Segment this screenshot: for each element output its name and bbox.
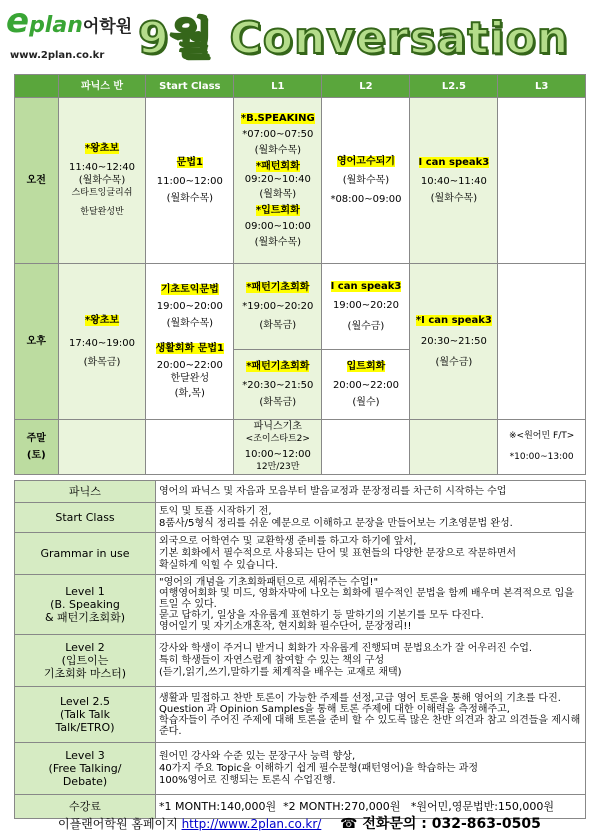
weekend-l25-cell xyxy=(410,420,498,475)
class-time: 19:00~20:00 xyxy=(156,301,223,312)
row-label-pm: 오후 xyxy=(15,264,59,420)
pm-l2-cell-a xyxy=(322,264,410,350)
class-time: *10:00~13:00 xyxy=(509,452,574,462)
desc-text: "영어의 개념을 기초회화패턴으로 세워주는 수업!" 여행영어회화 및 미드, 영화자막에 나오는 회화에 필수적인 문법을 함께 배우며 본격적으로 입을 트일 수 있다. 묻고 답하기, 일상을 자유롭게 표현하기 등 말하기의 기본기를 모두 다진다. 영어일기 및 자기소개혼작, 현지회화 필수단어, 문장정리!! xyxy=(156,575,586,635)
schedule-header-row xyxy=(15,75,586,98)
desc-row-level3 xyxy=(15,743,586,795)
class-name: 기초토익문법 xyxy=(160,284,219,295)
class-days: (월수) xyxy=(352,397,380,408)
class-days: (화목금) xyxy=(83,357,121,368)
class-name: *왕초보 xyxy=(84,143,120,154)
class-time: 20:00~22:00 xyxy=(156,360,223,371)
class-time: *20:30~21:50 xyxy=(242,380,314,391)
class-days: (월화수목) xyxy=(78,175,126,186)
class-note: 한달완성반 xyxy=(80,207,124,217)
am-phonics-cell xyxy=(58,98,146,264)
desc-row-phonics xyxy=(15,481,586,503)
desc-row-level2 xyxy=(15,635,586,687)
class-days: (월화목) xyxy=(259,189,297,200)
pm-l25-cell xyxy=(410,264,498,420)
class-time: 09:20~10:40 xyxy=(244,174,311,185)
homepage-link[interactable]: http://www.2plan.co.kr/ xyxy=(181,817,322,831)
class-name: I can speak3 xyxy=(418,157,490,168)
desc-label: Level 3 (Free Talking/ Debate) xyxy=(15,743,156,795)
class-name: *B.SPEAKING xyxy=(240,113,315,124)
class-days: (월화수목) xyxy=(166,318,214,329)
weekend-l3-cell xyxy=(498,420,586,475)
class-price: 12만/23만 xyxy=(256,462,300,472)
footer xyxy=(0,812,598,834)
pm-phonics-cell xyxy=(58,264,146,420)
weekend-start-cell xyxy=(146,420,234,475)
page-title: 9월 Conversation xyxy=(138,13,570,64)
class-note: 한달완성 xyxy=(170,373,210,384)
class-note: 스타트잉글리쉬 xyxy=(71,188,133,198)
desc-label: Level 2 (입트이는 기초회화 마스터) xyxy=(15,635,156,687)
desc-label: Level 2.5 (Talk Talk Talk/ETRO) xyxy=(15,687,156,743)
col-header-blank xyxy=(15,75,59,98)
class-days: (화목금) xyxy=(259,320,297,331)
class-time: *08:00~09:00 xyxy=(330,194,402,205)
logo-korean: 어학원 xyxy=(82,17,133,37)
pm-l1-cell-b xyxy=(234,350,322,420)
class-name: *입트회화 xyxy=(255,205,300,216)
weekend-phonics-cell xyxy=(58,420,146,475)
desc-row-level1 xyxy=(15,575,586,635)
class-name: I can speak3 xyxy=(330,281,402,292)
pm-l1-cell-a xyxy=(234,264,322,350)
row-label-am: 오전 xyxy=(15,98,59,264)
phone-icon: ☎ xyxy=(340,816,358,832)
class-days: (월화수목) xyxy=(430,193,478,204)
class-time: 09:00~10:00 xyxy=(244,221,311,232)
desc-label: Grammar in use xyxy=(15,533,156,575)
class-days: (월화수목) xyxy=(166,193,214,204)
desc-row-grammar xyxy=(15,533,586,575)
class-time: 19:00~20:20 xyxy=(332,300,399,311)
fee-text: *1 MONTH:140,000원 *2 MONTH:270,000원 *원어민,영문법반:150,000원 xyxy=(156,795,586,819)
class-time: 11:00~12:00 xyxy=(156,176,223,187)
row-label-weekend: 주말 (토) xyxy=(15,420,59,475)
desc-label: 파닉스 xyxy=(15,481,156,503)
desc-row-level25 xyxy=(15,687,586,743)
schedule-table xyxy=(14,74,586,475)
col-header-l25: L2.5 xyxy=(410,75,498,98)
class-name: 파닉스기초 xyxy=(253,421,302,432)
desc-label: 수강료 xyxy=(15,795,156,819)
pm-row-1 xyxy=(15,264,586,350)
footer-homepage xyxy=(58,815,321,832)
desc-text: 외국으로 어학연수 및 교환학생 준비를 하고자 하기에 앞서, 기본 회화에서 필수적으로 사용되는 단어 및 표현들의 다양한 문장으로 작문하면서 확실하게 익힐 수 있습니다. xyxy=(156,533,586,575)
am-start-cell xyxy=(146,98,234,264)
class-time: 10:00~12:00 xyxy=(244,449,311,460)
weekend-l2-cell xyxy=(322,420,410,475)
class-days: (화,목) xyxy=(174,388,205,399)
phone-text: 전화문의 : 032-863-0505 xyxy=(362,816,541,832)
am-l1-cell xyxy=(234,98,322,264)
class-time: 20:30~21:50 xyxy=(420,336,487,347)
col-header-l3: L3 xyxy=(498,75,586,98)
class-time: 17:40~19:00 xyxy=(69,338,136,349)
desc-label: Start Class xyxy=(15,503,156,533)
pm-l2-cell-b xyxy=(322,350,410,420)
class-days: (화목금) xyxy=(259,397,297,408)
class-name: *I can speak3 xyxy=(415,315,492,326)
class-time: 10:40~11:40 xyxy=(420,176,487,187)
weekend-row xyxy=(15,420,586,475)
class-name: 영어고수되기 xyxy=(336,156,395,167)
class-time: *19:00~20:20 xyxy=(242,301,314,312)
class-time: 11:40~12:40 xyxy=(69,162,136,173)
class-note: <조이스타트2> xyxy=(245,434,310,444)
class-days: (월화수목) xyxy=(254,237,302,248)
pm-start-cell xyxy=(146,264,234,420)
am-l25-cell xyxy=(410,98,498,264)
desc-text: 생활과 밀접하고 찬반 토론이 가능한 주제를 선정,고급 영어 토론을 통해 영어의 기초를 다진. Question 과 Opinion Samples을 통해 토론 주제에 대한 이해력을 측정해주고, 학습자들이 주어진 주제에 대해 토론을 준비 할 수 있도록 많은 찬반 의견과 참고 의견들을 제시해준다. xyxy=(156,687,586,743)
class-name: 입트회화 xyxy=(346,361,386,372)
site-url: www.2plan.co.kr xyxy=(10,50,105,61)
am-l3-cell xyxy=(498,98,586,264)
class-name: *패턴회화 xyxy=(255,161,300,172)
description-table xyxy=(14,480,586,819)
footer-phone xyxy=(340,813,541,833)
desc-text: 원어민 강사와 수준 있는 문장구사 능력 향상, 40가지 주요 Topic을 이해하기 쉽게 필수문형(패턴영어)을 학습하는 과정 100%영어로 진행되는 토론식 수업진행. xyxy=(156,743,586,795)
col-header-phonics: 파닉스 반 xyxy=(58,75,146,98)
weekend-l1-cell xyxy=(234,420,322,475)
col-header-l2: L2 xyxy=(322,75,410,98)
class-name: ※<원어민 F/T> xyxy=(509,431,575,441)
desc-text: 강사와 학생이 주거니 받거니 회화가 자유롭게 진행되며 문법요소가 잘 어우러진 수업. 특히 학생들이 자연스럽게 참여할 수 있는 책의 구성 (듣기,읽기,쓰기,말하기를 체계적을 배우는 교재로 채택) xyxy=(156,635,586,687)
logo-plan: plan xyxy=(29,13,83,38)
class-name: *패턴기초회화 xyxy=(246,361,310,372)
class-days: (월화수목) xyxy=(254,145,302,156)
class-name: 문법1 xyxy=(176,157,203,168)
logo-e: e xyxy=(6,1,30,41)
desc-text: 영어의 파닉스 및 자음과 모음부터 발음교정과 문장정리를 차근히 시작하는 수업 xyxy=(156,481,586,503)
class-time: *07:00~07:50 xyxy=(242,129,314,140)
class-days: (월수금) xyxy=(347,321,385,332)
desc-row-start xyxy=(15,503,586,533)
class-time: 20:00~22:00 xyxy=(332,380,399,391)
class-name: *패턴기초회화 xyxy=(246,282,310,293)
pm-l3-cell xyxy=(498,264,586,420)
am-l2-cell xyxy=(322,98,410,264)
desc-label: Level 1 (B. Speaking & 패턴기초회화) xyxy=(15,575,156,635)
logo xyxy=(6,1,133,41)
class-days: (월화수목) xyxy=(342,175,390,186)
col-header-l1: L1 xyxy=(234,75,322,98)
homepage-label: 이플랜어학원 홈페이지 xyxy=(58,817,178,831)
class-name: *왕초보 xyxy=(84,315,120,326)
desc-text: 토익 및 토플 시작하기 전, 8품사/5형식 정리를 쉬운 예문으로 이해하고 문장을 만들어보는 기초영문법 완성. xyxy=(156,503,586,533)
am-row xyxy=(15,98,586,264)
header xyxy=(0,0,598,78)
class-name: 생활회화 문법1 xyxy=(155,343,224,354)
class-days: (월수금) xyxy=(435,357,473,368)
col-header-start: Start Class xyxy=(146,75,234,98)
